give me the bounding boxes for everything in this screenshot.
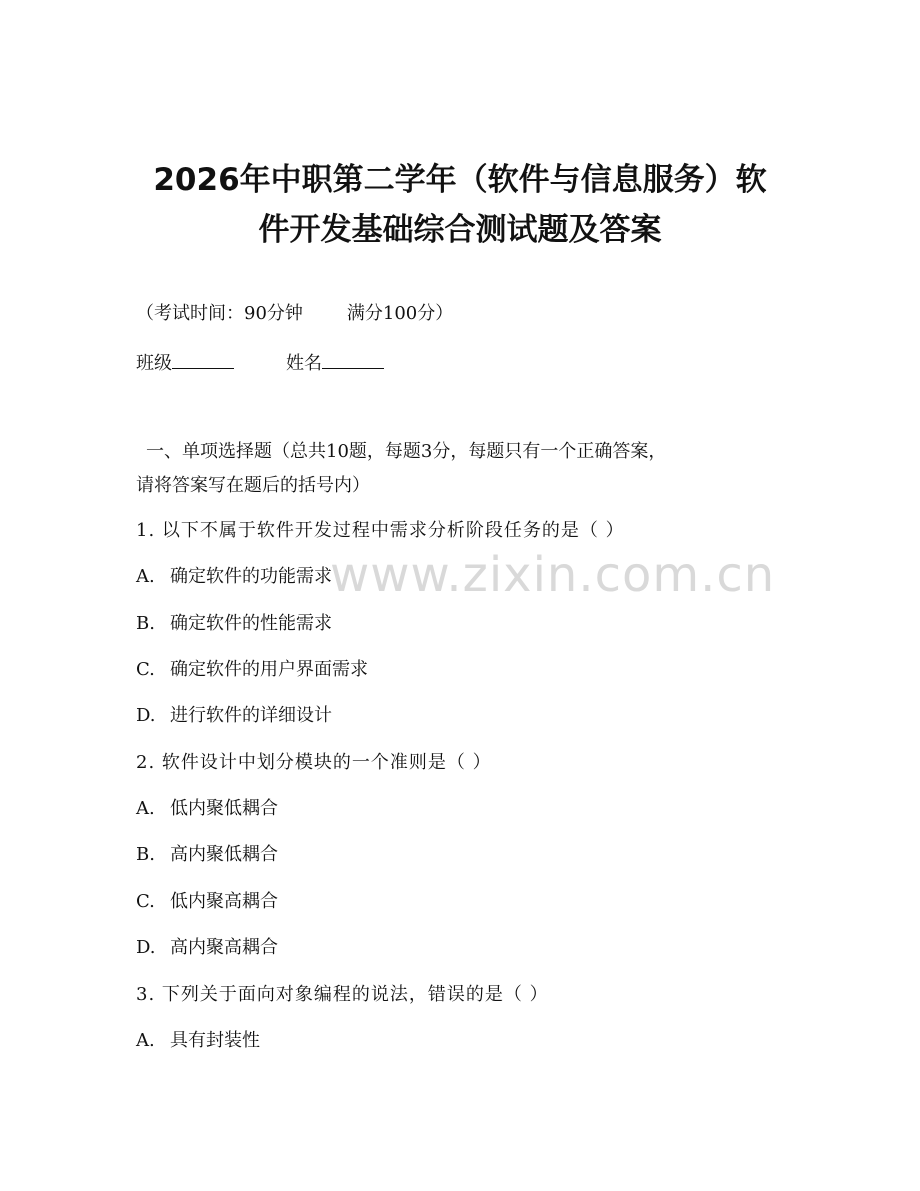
section-heading-line-2: 请将答案写在题后的括号内） <box>136 475 370 496</box>
option-text: 低内聚低耦合 <box>170 798 278 819</box>
question-2-option-b <box>136 843 278 867</box>
option-label: A. <box>136 798 155 819</box>
question-2-option-a <box>136 797 278 821</box>
option-text: 确定软件的用户界面需求 <box>170 659 368 680</box>
option-label: B. <box>136 844 155 865</box>
section-heading-line-1: 一、单项选择题（总共10题，每题3分，每题只有一个正确答案， <box>146 441 667 462</box>
question-2-option-c <box>136 890 278 914</box>
option-label: C. <box>136 891 155 912</box>
option-text: 高内聚低耦合 <box>170 844 278 865</box>
option-text: 高内聚高耦合 <box>170 937 278 958</box>
question-2-stem: 2. 软件设计中划分模块的一个准则是（ ） <box>136 752 492 773</box>
option-text: 确定软件的功能需求 <box>170 566 332 587</box>
option-text: 低内聚高耦合 <box>170 891 278 912</box>
question-1-option-c <box>136 658 368 682</box>
question-1-stem: 1. 以下不属于软件开发过程中需求分析阶段任务的是（ ） <box>136 520 625 541</box>
question-2-option-d <box>136 936 278 960</box>
option-label: D. <box>136 705 156 726</box>
option-text: 进行软件的详细设计 <box>170 705 332 726</box>
question-1-option-d <box>136 704 332 728</box>
option-label: C. <box>136 659 155 680</box>
option-text: 具有封装性 <box>170 1030 260 1051</box>
question-1-option-b <box>136 612 332 636</box>
document-title-line-1: 2026年中职第二学年（软件与信息服务）软 <box>153 162 767 198</box>
option-label: B. <box>136 613 155 634</box>
exam-time: （考试时间：90分钟 <box>136 303 303 324</box>
exam-info <box>136 302 453 326</box>
class-blank <box>172 350 234 369</box>
option-text: 确定软件的性能需求 <box>170 613 332 634</box>
option-label: D. <box>136 937 156 958</box>
name-label: 姓名 <box>286 353 322 374</box>
question-1-option-a <box>136 565 332 589</box>
option-label: A. <box>136 566 155 587</box>
student-info <box>136 350 384 376</box>
question-3-option-a <box>136 1029 260 1053</box>
option-label: A. <box>136 1030 155 1051</box>
document-title-line-2: 件开发基础综合测试题及答案 <box>258 212 662 248</box>
name-blank <box>322 350 384 369</box>
class-label: 班级 <box>136 353 172 374</box>
full-score: 满分100分） <box>346 303 454 324</box>
watermark: www.zixin.com.cn <box>330 547 776 603</box>
question-3-stem: 3. 下列关于面向对象编程的说法，错误的是（ ） <box>136 984 549 1005</box>
